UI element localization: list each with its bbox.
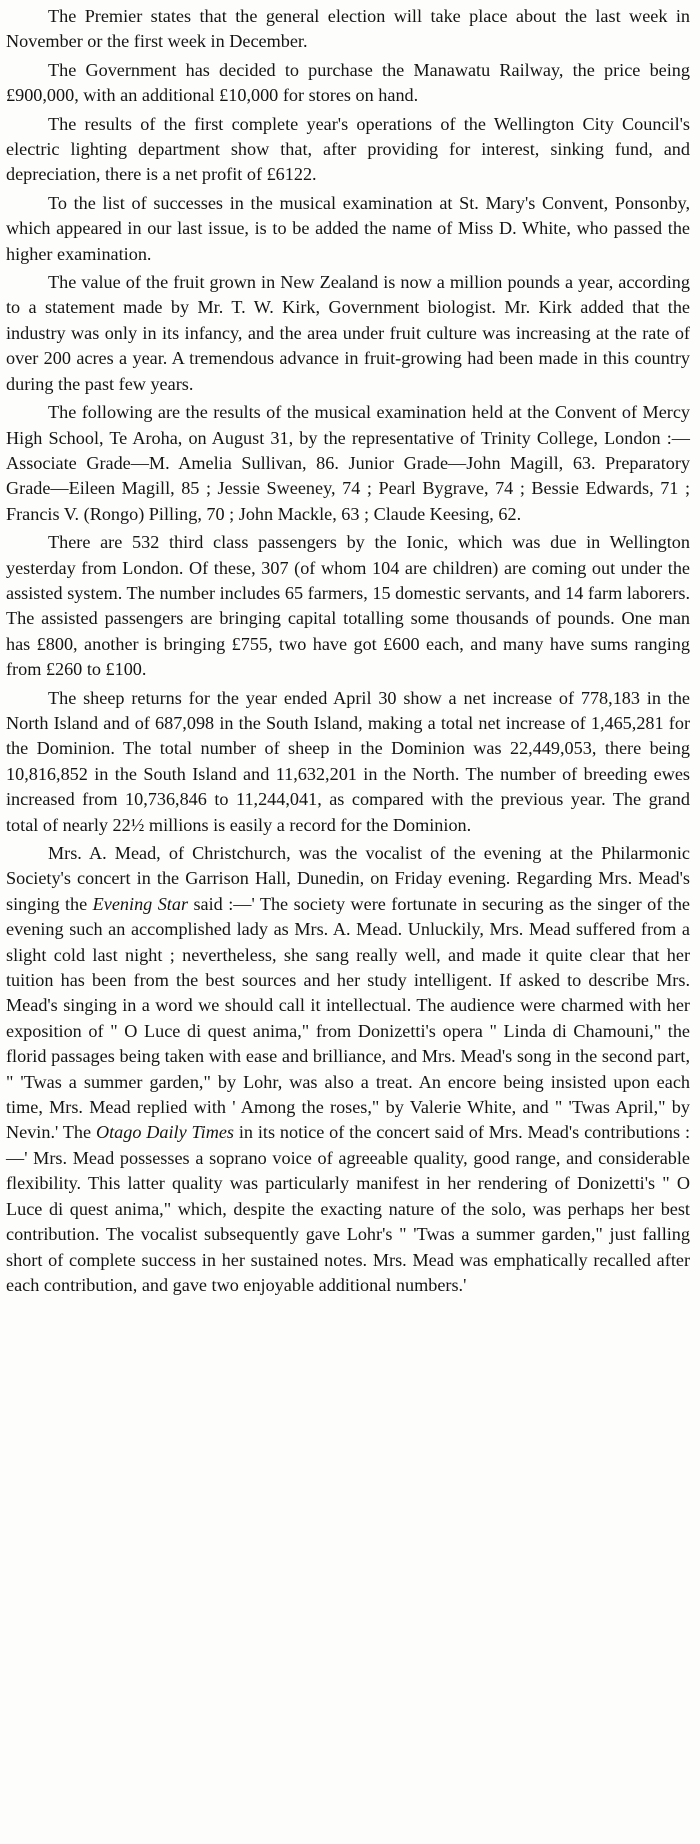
news-item-manawatu-railway: The Government has decided to purchase the Manawatu Railway, the price being £900,000, with an additional £10,000 for stores on hand.: [6, 59, 690, 106]
news-item-election-date: The Premier states that the general election will take place about the last week in November or the first week in December.: [6, 6, 690, 52]
news-item-electric-lighting: The results of the first complete year's operations of the Wellington City Council's electric lighting department show that, after providing for interest, sinking fund, and depreciation, there is a net profit of £6122.: [6, 113, 690, 185]
newspaper-title-evening-star: Evening Star: [92, 893, 189, 914]
news-item-st-marys-convent: To the list of successes in the musical examination at St. Mary's Convent, Ponsonby, which appeared in our last issue, is to be added the name of Miss D. White, who passed the higher examination.: [6, 192, 690, 264]
newspaper-title-otago-daily-times: Otago Daily Times: [95, 1122, 234, 1143]
news-item-mrs-mead-concert: [6, 841, 690, 1298]
news-item-fruit-growing: The value of the fruit grown in New Zealand is now a million pounds a year, according to a statement made by Mr. T. W. Kirk, Government biologist. Mr. Kirk added that the industry was only in its infancy, and the area under fruit culture was increasing at the rate of over 200 acres a year. A tremendous advance in fruit-growing had been made in this country during the past few years.: [6, 272, 690, 394]
mead-text-part-2: said :—' The society were fortunate in securing as the singer of the evening such an accomplished lady as Mrs. A. Mead. Unluckily, Mrs. Mead suffered from a slight cold last night ; nevertheless, she sang really well, and made it quite clear that her tuition has been from the best sources and her study intelligent. If asked to describe Mrs. Mead's singing in a word we should call it intellectual. The audience were charmed with her exposition of " O Luce di quest anima," from Donizetti's opera " Linda di Chamouni," the florid passages being taken with ease and brilliance, and Mrs. Mead's song in the second part, " 'Twas a summer garden," by Lohr, was also a treat. An encore being insisted upon each time, Mrs. Mead replied with ' Among the roses," by Valerie White, and " 'Twas April," by Nevin.' The: [6, 893, 690, 1143]
mead-text-part-3: in its notice of the concert said of Mrs. Mead's contributions :—' Mrs. Mead possesses a soprano voice of agreeable quality, good range, and considerable flexibility. This latter quality was particularly manifest in her rendering of Donizetti's " O Luce di quest anima," which, despite the exacting nature of the solo, was perhaps her best contribution. The vocalist subsequently gave Lohr's " 'Twas a summer garden," just falling short of complete success in her sustained notes. Mrs. Mead was emphatically recalled after each contribution, and gave two enjoyable additional numbers.': [6, 1122, 691, 1295]
news-item-te-aroha-exam: The following are the results of the musical examination held at the Convent of Mercy High School, Te Aroha, on August 31, by the representative of Trinity College, London :—Associate Grade—M. Amelia Sullivan, 86. Junior Grade—John Magill, 63. Preparatory Grade—Eileen Magill, 85 ; Jessie Sweeney, 74 ; Pearl Bygrave, 74 ; Bessie Edwards, 71 ; Francis V. (Rongo) Pilling, 70 ; John Mackle, 63 ; Claude Keesing, 62.: [6, 402, 690, 524]
news-item-sheep-returns: The sheep returns for the year ended April 30 show a net increase of 778,183 in the North Island and of 687,098 in the South Island, making a total net increase of 1,465,281 for the Dominion. The total number of sheep in the Dominion was 22,449,053, there being 10,816,852 in the South Island and 11,632,201 in the North. The number of breeding ewes increased from 10,736,846 to 11,244,041, as compared with the previous year. The grand total of nearly 22½ millions is easily a record for the Dominion.: [6, 687, 690, 835]
news-item-ionic-passengers: There are 532 third class passengers by the Ionic, which was due in Wellington yesterday from London. Of these, 307 (of whom 104 are children) are coming out under the assisted system. The number includes 65 farmers, 15 domestic servants, and 14 farm laborers. The assisted passengers are bringing capital totalling some thousands of pounds. One man has £800, another is bringing £755, two have got £600 each, and many have sums ranging from £260 to £100.: [6, 532, 690, 680]
mead-text-part-1: Mrs. A. Mead, of Christchurch, was the vocalist of the evening at the Philarmonic Society's concert in the Garrison Hall, Dunedin, on Friday evening. Regarding Mrs. Mead's singing the: [6, 843, 690, 914]
